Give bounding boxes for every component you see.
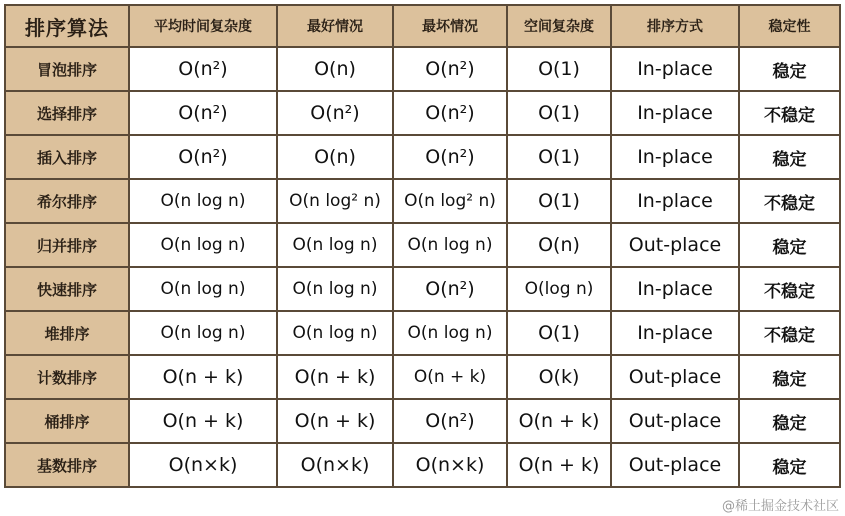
average-time-cell: O(n log n): [129, 223, 277, 267]
table-row: [5, 179, 840, 223]
space-complexity-cell: O(1): [507, 179, 611, 223]
best-case-cell: O(n log n): [277, 311, 393, 355]
stability-cell: 稳定: [739, 223, 840, 267]
worst-case-cell: O(n²): [393, 135, 507, 179]
worst-case-cell: O(n²): [393, 47, 507, 91]
sort-method-cell: In-place: [611, 91, 739, 135]
table-row: [5, 47, 840, 91]
row-algorithm-name: 堆排序: [5, 311, 129, 355]
row-algorithm-name: 插入排序: [5, 135, 129, 179]
best-case-cell: O(n²): [277, 91, 393, 135]
sort-method-cell: In-place: [611, 135, 739, 179]
sorting-algorithm-table: [4, 4, 841, 488]
row-algorithm-name: 选择排序: [5, 91, 129, 135]
best-case-cell: O(n log² n): [277, 179, 393, 223]
header-space-complexity: 空间复杂度: [507, 5, 611, 47]
space-complexity-cell: O(n + k): [507, 443, 611, 487]
sort-method-cell: Out-place: [611, 443, 739, 487]
sort-method-cell: In-place: [611, 311, 739, 355]
average-time-cell: O(n + k): [129, 399, 277, 443]
average-time-cell: O(n²): [129, 135, 277, 179]
worst-case-cell: O(n²): [393, 91, 507, 135]
row-algorithm-name: 桶排序: [5, 399, 129, 443]
sort-method-cell: Out-place: [611, 399, 739, 443]
space-complexity-cell: O(1): [507, 135, 611, 179]
stability-cell: 稳定: [739, 443, 840, 487]
best-case-cell: O(n log n): [277, 267, 393, 311]
watermark-text: @稀土掘金技术社区: [721, 499, 839, 514]
best-case-cell: O(n + k): [277, 399, 393, 443]
header-algorithm: 排序算法: [5, 5, 129, 47]
stability-cell: 不稳定: [739, 267, 840, 311]
table-row: [5, 355, 840, 399]
best-case-cell: O(n): [277, 135, 393, 179]
best-case-cell: O(n + k): [277, 355, 393, 399]
best-case-cell: O(n×k): [277, 443, 393, 487]
worst-case-cell: O(n + k): [393, 355, 507, 399]
row-algorithm-name: 基数排序: [5, 443, 129, 487]
row-algorithm-name: 计数排序: [5, 355, 129, 399]
sort-method-cell: In-place: [611, 267, 739, 311]
header-row: [5, 5, 840, 47]
row-algorithm-name: 归并排序: [5, 223, 129, 267]
sort-method-cell: Out-place: [611, 355, 739, 399]
table-row: [5, 267, 840, 311]
header-worst-case: 最坏情况: [393, 5, 507, 47]
space-complexity-cell: O(1): [507, 91, 611, 135]
average-time-cell: O(n + k): [129, 355, 277, 399]
table-row: [5, 91, 840, 135]
worst-case-cell: O(n²): [393, 399, 507, 443]
stability-cell: 稳定: [739, 399, 840, 443]
worst-case-cell: O(n log n): [393, 223, 507, 267]
header-average-time: 平均时间复杂度: [129, 5, 277, 47]
stability-cell: 稳定: [739, 47, 840, 91]
worst-case-cell: O(n log² n): [393, 179, 507, 223]
best-case-cell: O(n log n): [277, 223, 393, 267]
stability-cell: 稳定: [739, 355, 840, 399]
row-algorithm-name: 快速排序: [5, 267, 129, 311]
stability-cell: 不稳定: [739, 311, 840, 355]
stability-cell: 稳定: [739, 135, 840, 179]
worst-case-cell: O(n×k): [393, 443, 507, 487]
stability-cell: 不稳定: [739, 179, 840, 223]
sort-method-cell: In-place: [611, 179, 739, 223]
space-complexity-cell: O(n): [507, 223, 611, 267]
sort-method-cell: Out-place: [611, 223, 739, 267]
table-row: [5, 311, 840, 355]
space-complexity-cell: O(1): [507, 47, 611, 91]
space-complexity-cell: O(n + k): [507, 399, 611, 443]
row-algorithm-name: 冒泡排序: [5, 47, 129, 91]
sort-method-cell: In-place: [611, 47, 739, 91]
stability-cell: 不稳定: [739, 91, 840, 135]
best-case-cell: O(n): [277, 47, 393, 91]
space-complexity-cell: O(1): [507, 311, 611, 355]
table-row: [5, 399, 840, 443]
average-time-cell: O(n²): [129, 47, 277, 91]
average-time-cell: O(n log n): [129, 267, 277, 311]
average-time-cell: O(n×k): [129, 443, 277, 487]
table-row: [5, 443, 840, 487]
worst-case-cell: O(n²): [393, 267, 507, 311]
average-time-cell: O(n log n): [129, 311, 277, 355]
table-row: [5, 135, 840, 179]
space-complexity-cell: O(log n): [507, 267, 611, 311]
average-time-cell: O(n²): [129, 91, 277, 135]
header-sort-method: 排序方式: [611, 5, 739, 47]
worst-case-cell: O(n log n): [393, 311, 507, 355]
header-stability: 稳定性: [739, 5, 840, 47]
row-algorithm-name: 希尔排序: [5, 179, 129, 223]
space-complexity-cell: O(k): [507, 355, 611, 399]
table-row: [5, 223, 840, 267]
average-time-cell: O(n log n): [129, 179, 277, 223]
header-best-case: 最好情况: [277, 5, 393, 47]
